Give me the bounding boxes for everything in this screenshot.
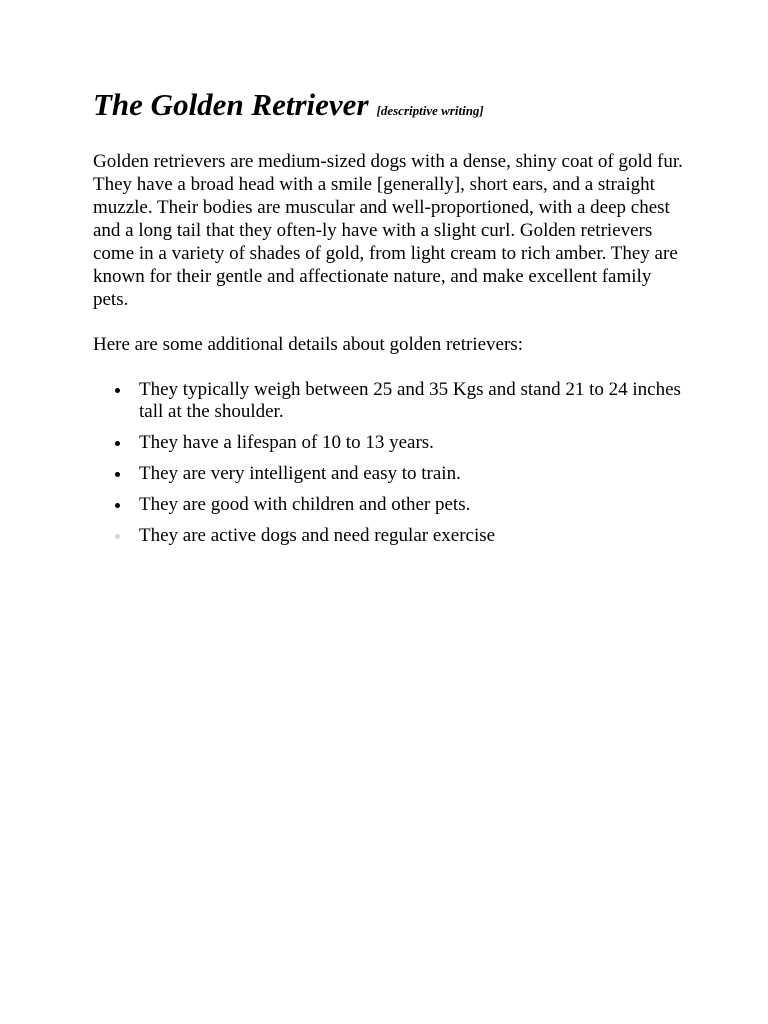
bullet-icon [115, 503, 120, 508]
list-item-text: They typically weigh between 25 and 35 Kgs and stand 21 to 24 inches tall at the shoulder. [139, 379, 681, 422]
list-item [93, 379, 683, 423]
bullet-icon [115, 472, 120, 477]
bullet-icon [115, 534, 120, 539]
list-item [93, 525, 683, 547]
list-item [93, 463, 683, 485]
list-item-text: They are very intelligent and easy to train. [139, 463, 461, 484]
intro-paragraph: Golden retrievers are medium-sized dogs with a dense, shiny coat of gold fur. They have a broad head with a smile [generally], short ears, and a straight muzzle. Their bodies are muscular and well-proportioned, with a deep chest and a long tail that they often-ly have with a slight curl. Golden retrievers come in a variety of shades of gold, from light cream to rich amber. They are known for their gentle and affectionate nature, and make excellent family pets. [93, 151, 683, 310]
list-item-text: They are good with children and other pets. [139, 494, 471, 515]
document-heading [93, 86, 683, 129]
bullet-icon [115, 441, 120, 446]
details-bullet-list [93, 379, 683, 547]
document-subtitle: [descriptive writing] [376, 103, 484, 118]
details-intro-paragraph: Here are some additional details about golden retrievers: [93, 334, 523, 355]
list-item [93, 494, 683, 516]
document-page [93, 86, 683, 556]
list-item [93, 432, 683, 454]
document-title: The Golden Retriever [93, 87, 369, 122]
bullet-icon [115, 388, 120, 393]
list-item-text: They have a lifespan of 10 to 13 years. [139, 432, 434, 453]
list-item-text: They are active dogs and need regular exercise [139, 525, 496, 546]
